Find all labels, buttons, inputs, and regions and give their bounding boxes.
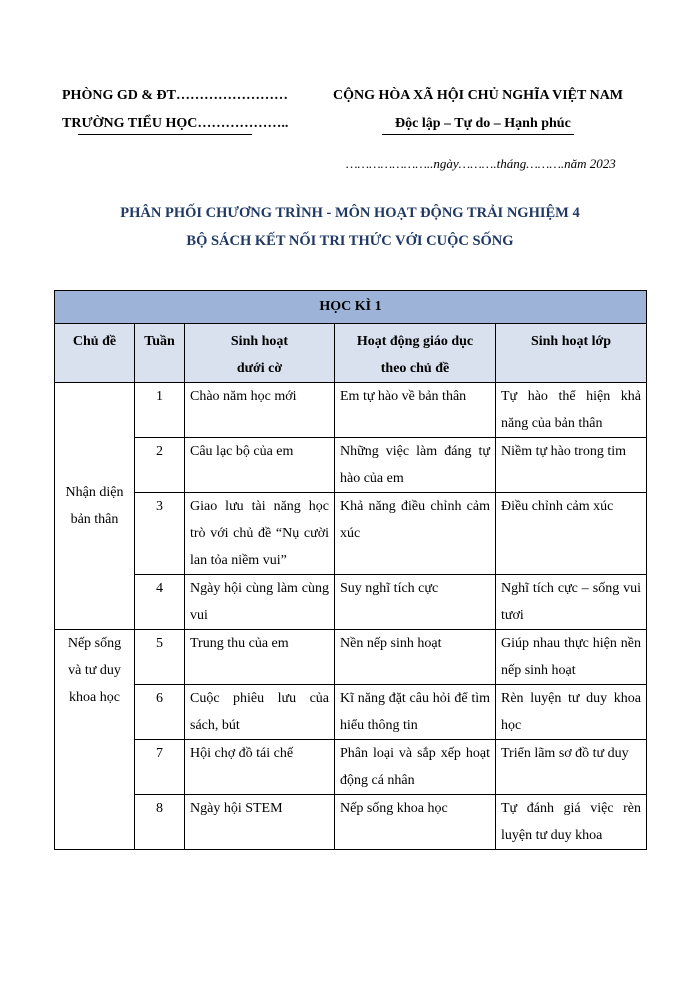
education-activity-cell: Em tự hào về bản thân — [335, 383, 496, 438]
week-cell: 8 — [135, 795, 185, 850]
column-header-class-activity: Sinh hoạt lớp — [496, 324, 647, 383]
flag-activity-cell: Cuộc phiêu lưu của sách, bút — [185, 685, 335, 740]
table-row — [55, 795, 647, 850]
class-activity-cell: Nghĩ tích cực – sống vui tươi — [496, 575, 647, 630]
week-cell: 2 — [135, 438, 185, 493]
flag-activity-cell: Giao lưu tài năng học trò với chủ đề “Nụ cười lan tỏa niềm vui” — [185, 493, 335, 575]
motto-underline — [382, 134, 574, 135]
week-cell: 7 — [135, 740, 185, 795]
table-row — [55, 740, 647, 795]
school-name: TRƯỜNG TIỂU HỌC……………….. — [62, 116, 289, 131]
flag-activity-cell: Chào năm học mới — [185, 383, 335, 438]
flag-activity-cell: Câu lạc bộ của em — [185, 438, 335, 493]
school-underline — [78, 134, 252, 135]
national-motto: Độc lập – Tự do – Hạnh phúc — [395, 116, 571, 131]
week-cell: 1 — [135, 383, 185, 438]
semester-heading: HỌC KÌ 1 — [55, 291, 647, 324]
document-subtitle: BỘ SÁCH KẾT NỐI TRI THỨC VỚI CUỘC SỐNG — [186, 233, 514, 249]
class-activity-cell: Triển lãm sơ đồ tư duy — [496, 740, 647, 795]
education-activity-cell: Những việc làm đáng tự hào của em — [335, 438, 496, 493]
flag-activity-cell: Trung thu của em — [185, 630, 335, 685]
column-header-week: Tuần — [135, 324, 185, 383]
week-cell: 5 — [135, 630, 185, 685]
education-activity-cell: Nếp sống khoa học — [335, 795, 496, 850]
class-activity-cell: Điều chỉnh cảm xúc — [496, 493, 647, 575]
class-activity-cell: Tự đánh giá việc rèn luyện tư duy khoa — [496, 795, 647, 850]
week-cell: 4 — [135, 575, 185, 630]
class-activity-cell: Niềm tự hào trong tim — [496, 438, 647, 493]
table-row — [55, 493, 647, 575]
column-header-flag-activity: Sinh hoạt dưới cờ — [185, 324, 335, 383]
department-name: PHÒNG GD & ĐT…………………… — [62, 88, 288, 103]
week-cell: 6 — [135, 685, 185, 740]
education-activity-cell: Nền nếp sinh hoạt — [335, 630, 496, 685]
table-row — [55, 685, 647, 740]
flag-activity-cell: Hội chợ đồ tái chế — [185, 740, 335, 795]
table-row — [55, 383, 647, 438]
table-row — [55, 575, 647, 630]
document-title: PHÂN PHỐI CHƯƠNG TRÌNH - MÔN HOẠT ĐỘNG TRẢI NGHIỆM 4 — [120, 205, 580, 221]
country-name: CỘNG HÒA XÃ HỘI CHỦ NGHĨA VIỆT NAM — [333, 88, 624, 103]
education-activity-cell: Kĩ năng đặt câu hỏi để tìm hiểu thông tin — [335, 685, 496, 740]
education-activity-cell: Phân loại và sắp xếp hoạt động cá nhân — [335, 740, 496, 795]
flag-activity-cell: Ngày hội cùng làm cùng vui — [185, 575, 335, 630]
class-activity-cell: Giúp nhau thực hiện nền nếp sinh hoạt — [496, 630, 647, 685]
class-activity-cell: Rèn luyện tư duy khoa học — [496, 685, 647, 740]
curriculum-table — [54, 290, 647, 850]
class-activity-cell: Tự hào thể hiện khả năng của bản thân — [496, 383, 647, 438]
column-header-topic: Chủ đề — [55, 324, 135, 383]
education-activity-cell: Khả năng điều chỉnh cảm xúc — [335, 493, 496, 575]
date-line: …………………..ngày……….tháng……….năm 2023 — [346, 156, 616, 171]
table-row — [55, 630, 647, 685]
topic-cell: Nếp sống và tư duy khoa học — [55, 630, 135, 850]
flag-activity-cell: Ngày hội STEM — [185, 795, 335, 850]
column-header-education-activity: Hoạt động giáo dục theo chủ đề — [335, 324, 496, 383]
topic-cell: Nhận diện bản thân — [55, 383, 135, 630]
table-row — [55, 438, 647, 493]
education-activity-cell: Suy nghĩ tích cực — [335, 575, 496, 630]
week-cell: 3 — [135, 493, 185, 575]
